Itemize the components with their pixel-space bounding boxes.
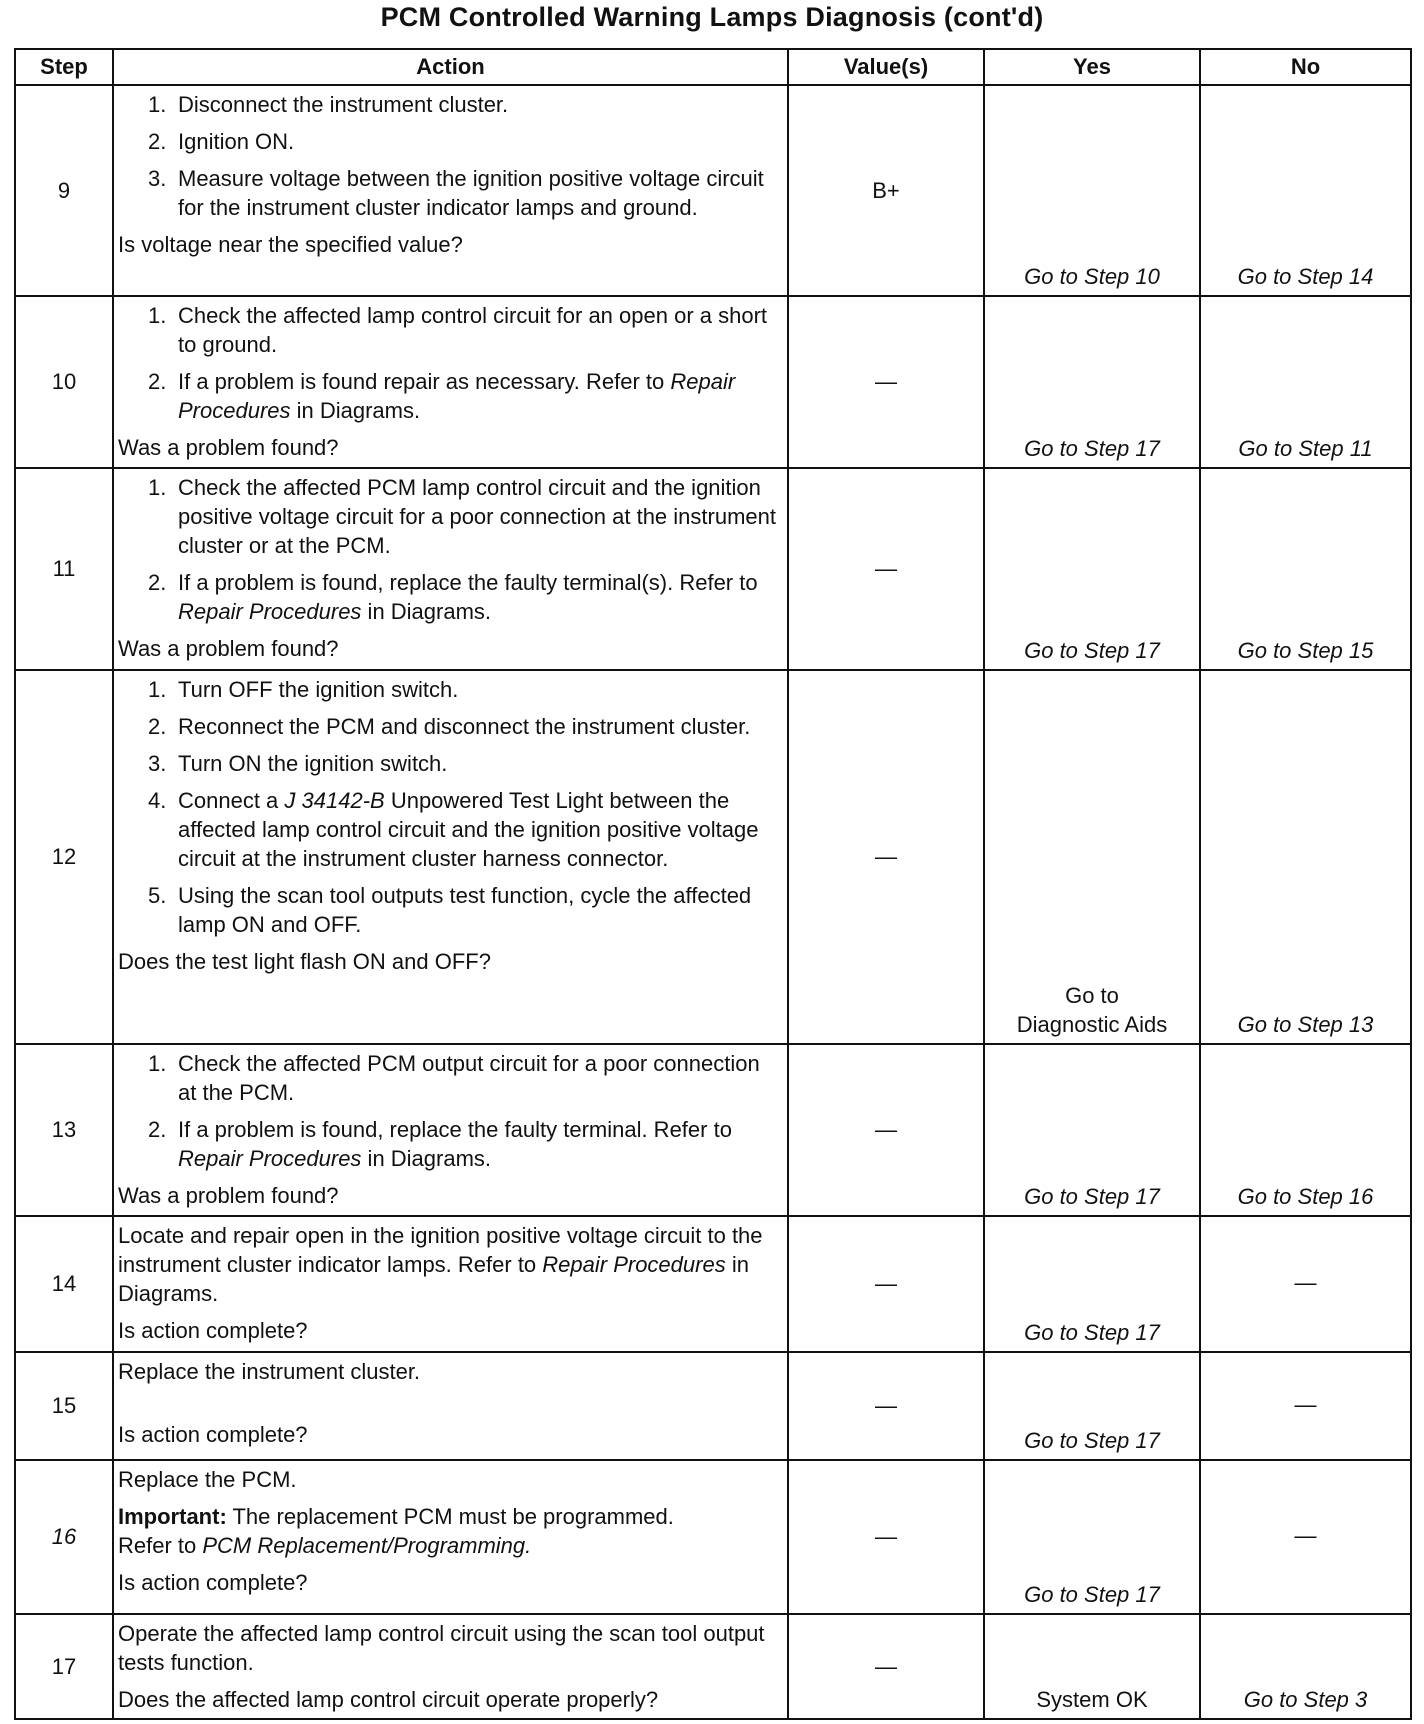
- header-action: Action: [113, 49, 788, 85]
- step-number: 11: [15, 468, 113, 670]
- table-header-row: [15, 49, 1411, 85]
- table-row: [15, 670, 1411, 1044]
- list-item: 2. If a problem is found, replace the faulty terminal. Refer to Repair Procedures in Diagrams.: [148, 1117, 732, 1172]
- list-item: 2. Reconnect the PCM and disconnect the instrument cluster.: [148, 714, 751, 740]
- action-cell: [113, 670, 788, 1044]
- yes-cell: Go to Step 17: [984, 1460, 1200, 1614]
- table-row: [15, 85, 1411, 296]
- no-cell: Go to Step 16: [1200, 1044, 1411, 1216]
- yes-line: Go to: [1065, 982, 1119, 1008]
- action-list: [118, 90, 781, 222]
- value-cell: —: [788, 296, 984, 468]
- step-number: 13: [15, 1044, 113, 1216]
- list-item: 1. Check the affected lamp control circuit for an open or a short to ground.: [148, 303, 768, 358]
- step-number: 16: [15, 1460, 113, 1614]
- step-number: 17: [15, 1614, 113, 1719]
- no-cell: Go to Step 13: [1200, 670, 1411, 1044]
- action-cell: [113, 1352, 788, 1460]
- question: Does the affected lamp control circuit operate properly?: [118, 1687, 659, 1713]
- question: Is action complete?: [118, 1318, 308, 1344]
- action-list: [118, 1049, 781, 1173]
- list-item: 2. Ignition ON.: [148, 129, 295, 155]
- step-number: 10: [15, 296, 113, 468]
- question: Does the test light flash ON and OFF?: [118, 949, 491, 975]
- diagnosis-table: [14, 48, 1412, 1720]
- table-row: [15, 1352, 1411, 1460]
- action-cell: [113, 1460, 788, 1614]
- value-cell: —: [788, 1352, 984, 1460]
- value-cell: —: [788, 670, 984, 1044]
- table-row: [15, 1614, 1411, 1719]
- question: Was a problem found?: [118, 636, 339, 662]
- question: Was a problem found?: [118, 1183, 339, 1209]
- value-cell: —: [788, 1216, 984, 1352]
- action-cell: [113, 1044, 788, 1216]
- question: Is action complete?: [118, 1570, 308, 1596]
- action-text: Replace the PCM.: [118, 1467, 297, 1492]
- yes-cell: System OK: [984, 1614, 1200, 1719]
- important-note: Important: The replacement PCM must be programmed.: [118, 1504, 674, 1530]
- value-cell: —: [788, 1614, 984, 1719]
- question: Was a problem found?: [118, 435, 339, 461]
- list-item: 3. Turn ON the ignition switch.: [148, 751, 448, 777]
- step-number: 12: [15, 670, 113, 1044]
- list-item: 2. If a problem is found repair as necessary. Refer to Repair Procedures in Diagrams.: [148, 369, 736, 424]
- list-item: 3. Measure voltage between the ignition positive voltage circuit for the instrument cluster indicator lamps and ground.: [148, 166, 764, 221]
- list-item: 5. Using the scan tool outputs test function, cycle the affected lamp ON and OFF.: [148, 883, 752, 938]
- yes-cell: Go to Step 17: [984, 468, 1200, 670]
- list-item: 1. Check the affected PCM output circuit for a poor connection at the PCM.: [148, 1051, 760, 1106]
- no-cell: Go to Step 15: [1200, 468, 1411, 670]
- question: Is voltage near the specified value?: [118, 232, 463, 258]
- list-item: 2. If a problem is found, replace the faulty terminal(s). Refer to Repair Procedures in Diagrams.: [148, 570, 758, 625]
- header-step: Step: [15, 49, 113, 85]
- yes-cell: Go to Step 17: [984, 1216, 1200, 1352]
- action-cell: [113, 468, 788, 670]
- yes-cell: Go to Step 17: [984, 296, 1200, 468]
- no-cell: —: [1200, 1352, 1411, 1460]
- yes-cell: Go to Step 17: [984, 1352, 1200, 1460]
- action-text: Replace the instrument cluster.: [118, 1359, 421, 1384]
- table-row: [15, 1460, 1411, 1614]
- no-cell: Go to Step 11: [1200, 296, 1411, 468]
- action-cell: [113, 1216, 788, 1352]
- table-row: [15, 1044, 1411, 1216]
- yes-cell: Go to Step 17: [984, 1044, 1200, 1216]
- step-number: 9: [15, 85, 113, 296]
- value-cell: —: [788, 1460, 984, 1614]
- no-cell: Go to Step 3: [1200, 1614, 1411, 1719]
- refer-note: Refer to PCM Replacement/Programming.: [118, 1533, 532, 1559]
- step-number: 14: [15, 1216, 113, 1352]
- step-number: 15: [15, 1352, 113, 1460]
- yes-cell: Go to Step 10: [984, 85, 1200, 296]
- list-item: 1. Turn OFF the ignition switch.: [148, 677, 459, 702]
- action-list: [118, 473, 781, 626]
- value-cell: —: [788, 1044, 984, 1216]
- action-text: Operate the affected lamp control circuit using the scan tool output tests function.: [118, 1621, 765, 1676]
- header-yes: Yes: [984, 49, 1200, 85]
- action-cell: [113, 296, 788, 468]
- no-cell: —: [1200, 1216, 1411, 1352]
- value-cell: B+: [788, 85, 984, 296]
- table-row: [15, 296, 1411, 468]
- action-cell: [113, 1614, 788, 1719]
- action-cell: [113, 85, 788, 296]
- list-item: 4. Connect a J 34142-B Unpowered Test Light between the affected lamp control circuit and the ignition positive voltage circuit at the instrument cluster harness connector.: [148, 788, 759, 872]
- list-item: 1. Disconnect the instrument cluster.: [148, 92, 509, 117]
- no-cell: —: [1200, 1460, 1411, 1614]
- action-text: Locate and repair open in the ignition positive voltage circuit to the instrument cluster indicator lamps. Refer to Repair Procedures in Diagrams.: [118, 1223, 763, 1307]
- no-cell: Go to Step 14: [1200, 85, 1411, 296]
- action-list: [118, 301, 781, 425]
- header-no: No: [1200, 49, 1411, 85]
- table-row: [15, 1216, 1411, 1352]
- action-list: [118, 675, 781, 939]
- list-item: 1. Check the affected PCM lamp control circuit and the ignition positive voltage circuit for a poor connection at the instrument cluster or at the PCM.: [148, 475, 776, 559]
- table-row: [15, 468, 1411, 670]
- yes-line: Diagnostic Aids: [1016, 1011, 1168, 1037]
- question: Is action complete?: [118, 1422, 308, 1448]
- value-cell: —: [788, 468, 984, 670]
- header-values: Value(s): [788, 49, 984, 85]
- yes-cell: [984, 670, 1200, 1044]
- page-title: PCM Controlled Warning Lamps Diagnosis (cont'd): [380, 2, 1044, 32]
